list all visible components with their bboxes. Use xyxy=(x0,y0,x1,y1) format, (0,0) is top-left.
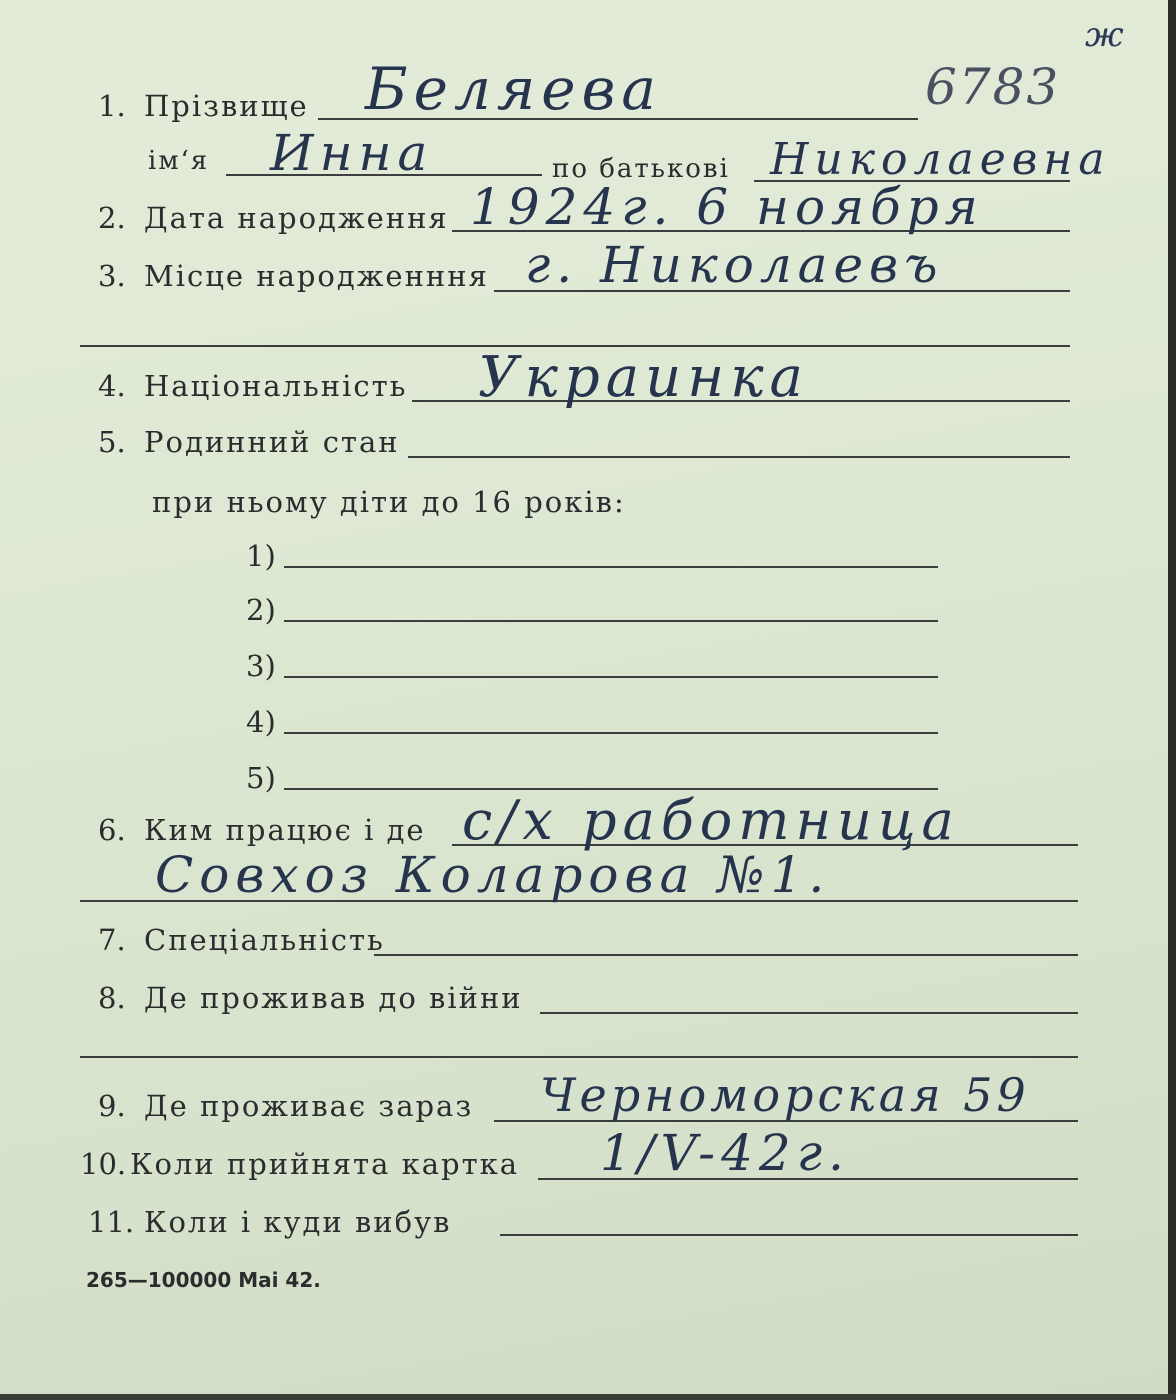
corner-mark: ж xyxy=(1085,15,1124,55)
departed-label: Коли і куди вибув xyxy=(144,1205,452,1239)
occupation-value: с/х работница xyxy=(462,789,960,852)
surname-label: Прізвище xyxy=(144,89,309,123)
child-1-line xyxy=(284,566,938,568)
field-5-number: 5. xyxy=(98,425,126,459)
child-3-number: 3) xyxy=(246,649,276,683)
child-2-number: 2) xyxy=(246,593,276,627)
field-11-number: 11. xyxy=(88,1205,135,1239)
child-3-line xyxy=(284,676,938,678)
birth-date-label: Дата народження xyxy=(144,201,449,235)
card-accepted-label: Коли прийнята картка xyxy=(130,1147,520,1181)
current-residence-label: Де проживає зараз xyxy=(144,1089,474,1123)
child-1-number: 1) xyxy=(246,539,276,573)
birth-date-value: 1924г. 6 ноября xyxy=(470,178,984,236)
first-name-label: ім‘я xyxy=(148,146,210,176)
children-label: при ньому діти до 16 років: xyxy=(152,485,626,519)
occupation-value-2: Совхоз Коларова №1. xyxy=(155,846,831,904)
patronymic-label: по батькові xyxy=(552,154,730,184)
field-8-number: 8. xyxy=(98,981,126,1015)
field-9-number: 9. xyxy=(98,1089,126,1123)
occupation-label: Ким працює і де xyxy=(144,813,426,847)
field-7-number: 7. xyxy=(98,923,126,957)
child-4-line xyxy=(284,732,938,734)
card-accepted-value: 1/V-42г. xyxy=(600,1124,850,1182)
prewar-residence-line-2 xyxy=(80,1056,1078,1058)
record-number: 6783 xyxy=(925,58,1061,116)
child-4-number: 4) xyxy=(246,705,276,739)
print-footer: 265—100000 Mai 42. xyxy=(86,1268,321,1292)
specialty-label: Спеціальність xyxy=(144,923,385,957)
birth-place-label: Місце народженння xyxy=(144,259,489,293)
field-4-number: 4. xyxy=(98,369,126,403)
marital-status-label: Родинний стан xyxy=(144,425,400,459)
first-name-value: Инна xyxy=(270,124,434,182)
field-3-number: 3. xyxy=(98,259,126,293)
prewar-residence-label: Де проживав до війни xyxy=(144,981,523,1015)
card-edge-right xyxy=(1168,0,1176,1400)
field-10-number: 10. xyxy=(80,1147,127,1181)
card-edge-bottom xyxy=(0,1394,1176,1400)
nationality-value: Украинка xyxy=(478,345,809,410)
specialty-line xyxy=(374,954,1078,956)
patronymic-value: Николаевна xyxy=(770,134,1111,185)
surname-value: Беляева xyxy=(365,55,662,123)
departed-line xyxy=(500,1234,1078,1236)
child-5-number: 5) xyxy=(246,761,276,795)
field-2-number: 2. xyxy=(98,201,126,235)
prewar-residence-line xyxy=(540,1012,1078,1014)
marital-status-line xyxy=(408,456,1070,458)
birth-place-value: г. Николаевъ xyxy=(525,236,944,294)
nationality-label: Національність xyxy=(144,369,408,403)
field-1-number: 1. xyxy=(98,89,126,123)
current-residence-value: Черноморская 59 xyxy=(540,1068,1030,1122)
field-6-number: 6. xyxy=(98,813,126,847)
child-2-line xyxy=(284,620,938,622)
